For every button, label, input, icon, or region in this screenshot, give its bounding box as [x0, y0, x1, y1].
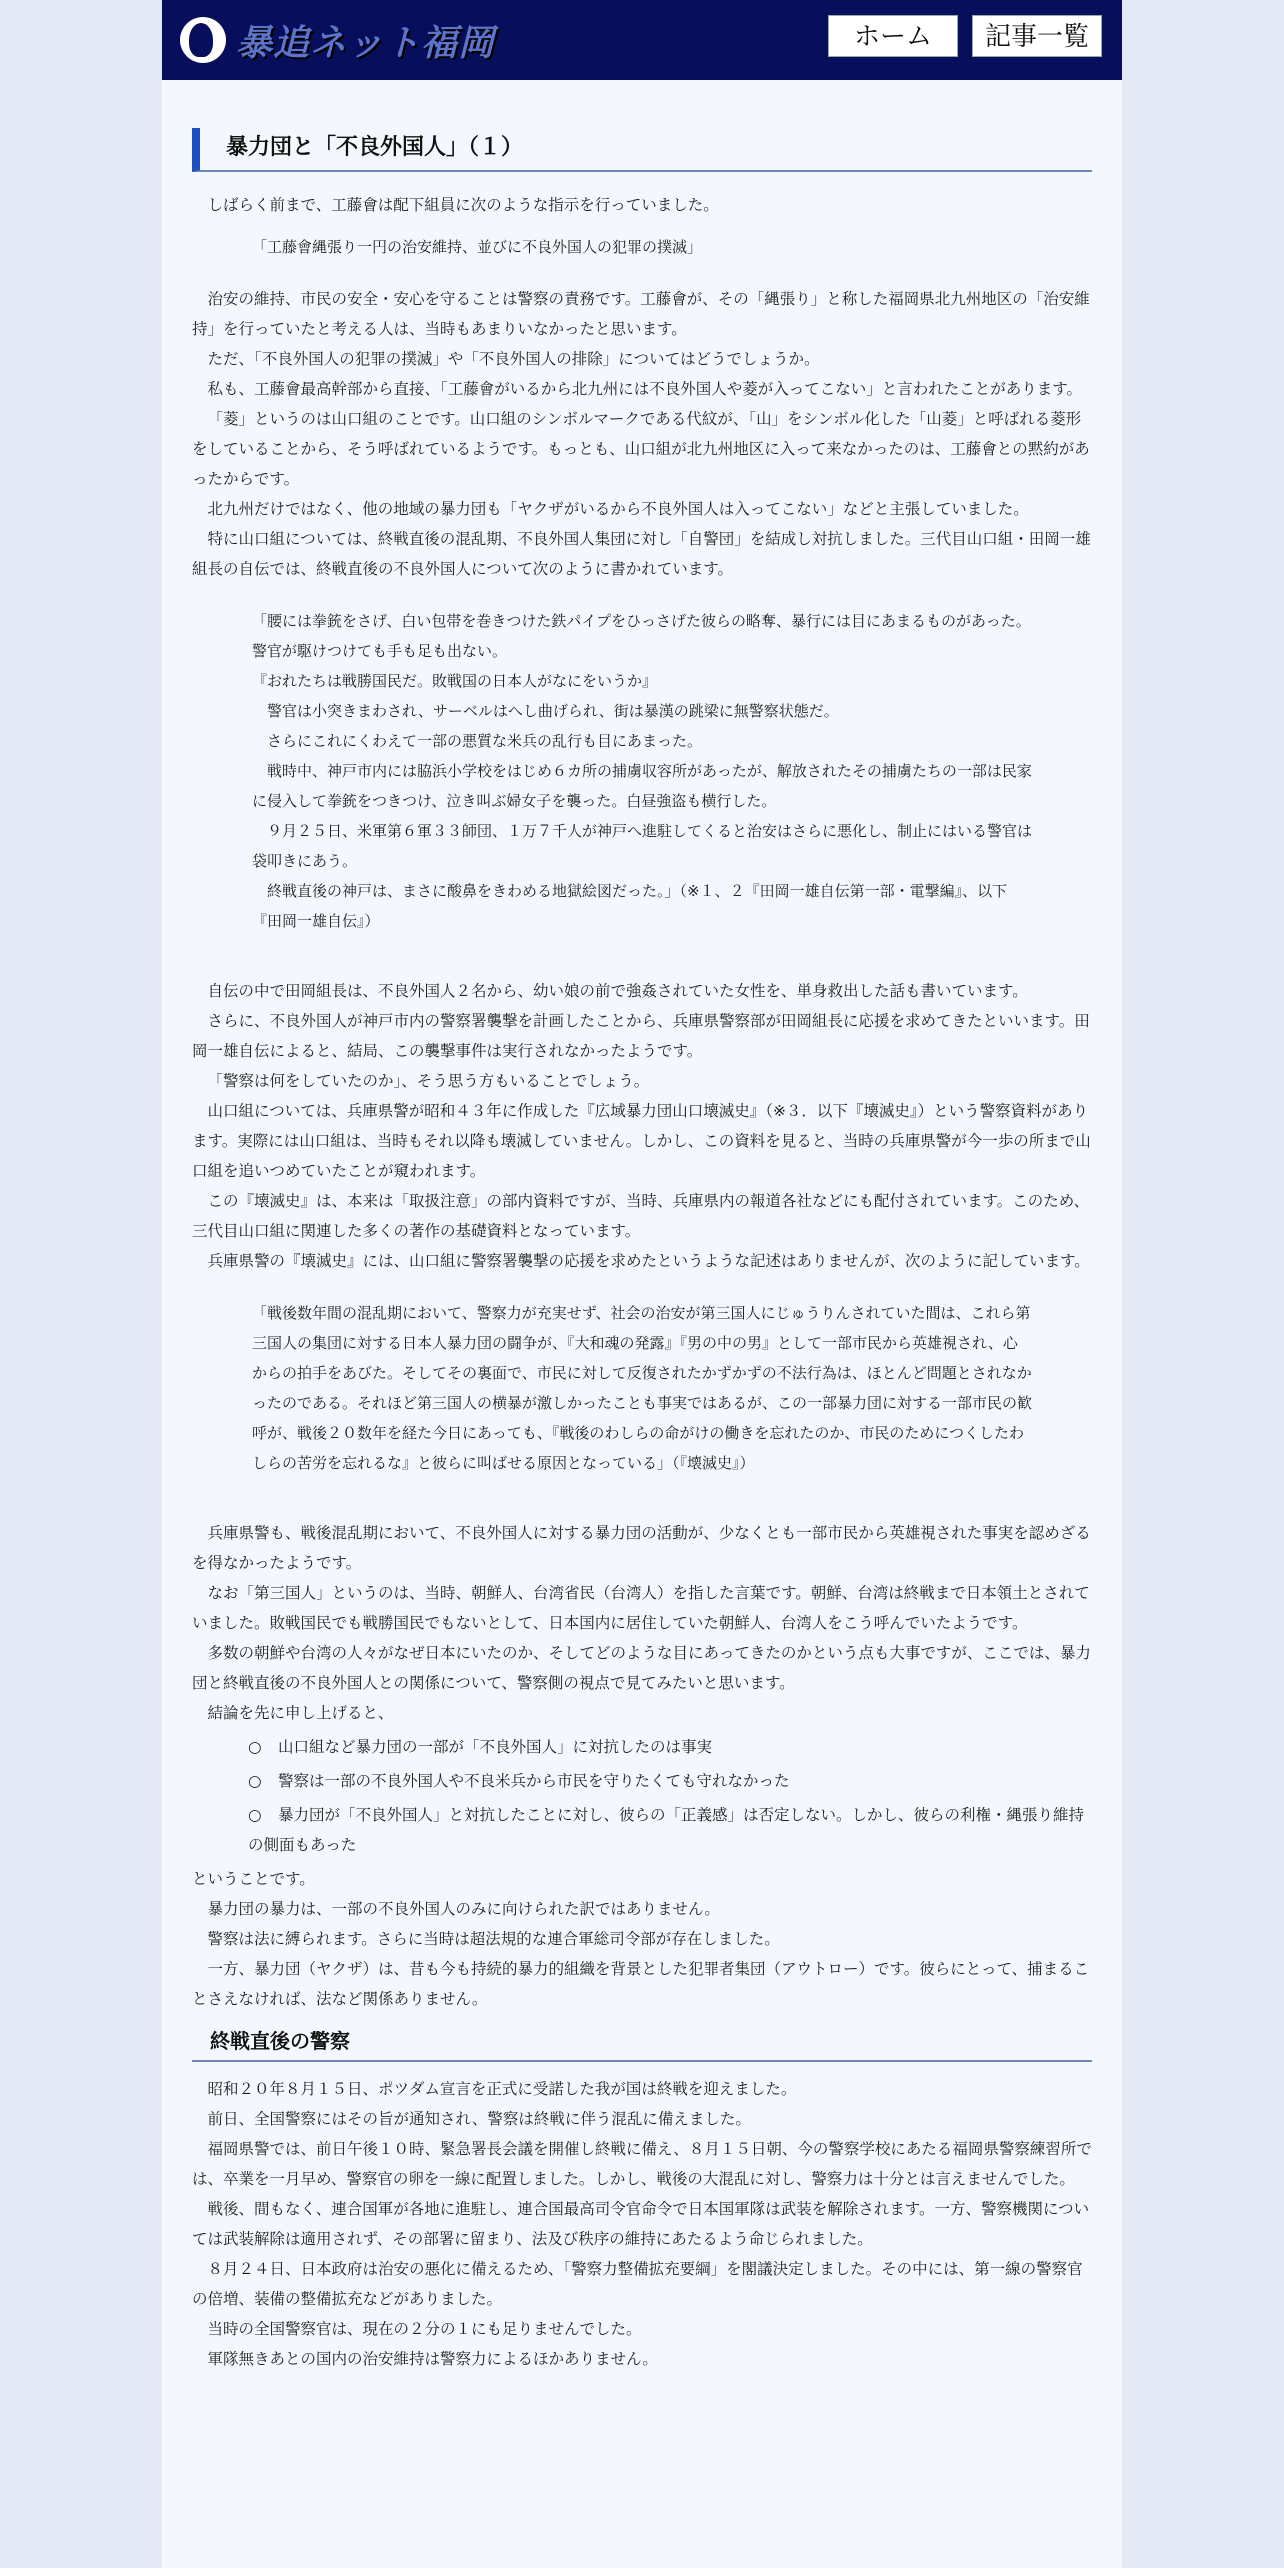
circle-bullet-icon: ○ — [248, 1738, 262, 1756]
paragraph: 自伝の中で田岡組長は、不良外国人２名から、幼い娘の前で強姦されていた女性を、単身救出した話も書いています。 — [207, 982, 1028, 1000]
paragraph: しばらく前まで、工藤會は配下組員に次のような指示を行っていました。 — [207, 196, 719, 214]
paragraph: 「警察は何をしていたのか」、そう思う方もいることでしょう。 — [207, 1072, 650, 1090]
circle-bullet-icon: ○ — [248, 1772, 262, 1790]
paragraph: 山口組については、兵庫県警が昭和４３年に作成した『広域暴力団山口壊滅史』（※３．以下『壊滅史』）という警察資料があります。実際には山口組は、当時もそれ以降も壊滅していません。しかし、この資料を見ると、当時の兵庫県警が今一歩の所まで山口組を追いつめていたことが窺われます。 — [192, 1102, 1091, 1180]
paragraph: 兵庫県警の『壊滅史』には、山口組に警察署襲撃の応援を求めたというような記述はありませんが、次のように記しています。 — [207, 1252, 1090, 1270]
quote-line: さらにこれにくわえて一部の悪質な米兵の乱行も目にあまった。 — [267, 732, 703, 750]
quote-line: ９月２５日、米軍第６軍３３師団、１万７千人が神戸へ進駐してくると治安はさらに悪化し、制止にはいる警官は袋叩きにあう。 — [252, 822, 1033, 870]
paragraph: 「菱」というのは山口組のことです。山口組のシンボルマークである代紋が、「山」をシンボル化した「山菱」と呼ばれる菱形をしていることから、そう呼ばれているようです。もっとも、山口組が北九州地区に入って来なかったのは、工藤會との黙約があったからです。 — [192, 410, 1090, 488]
paragraph: 私も、工藤會最高幹部から直接、「工藤會がいるから北九州には不良外国人や菱が入ってこない」と言われたことがあります。 — [207, 380, 1083, 398]
paragraph: 兵庫県警も、戦後混乱期において、不良外国人に対する暴力団の活動が、少なくとも一部市民から英雄視された事実を認めざるを得なかったようです。 — [192, 1524, 1091, 1572]
quote-line: 戦時中、神戸市内には脇浜小学校をはじめ６カ所の捕虜収容所があったが、解放されたその捕虜たちの一部は民家に侵入して拳銃をつきつけ、泣き叫ぶ婦女子を襲った。白昼強盗も横行した。 — [252, 762, 1032, 810]
list-item: ○ 暴力団が「不良外国人」と対抗したことに対し、彼らの「正義感」は否定しない。しかし、彼らの利権・縄張り維持の側面もあった — [248, 1800, 1092, 1860]
paragraph: さらに、不良外国人が神戸市内の警察署襲撃を計画したことから、兵庫県警察部が田岡組長に応援を求めてきたといいます。田岡一雄自伝によると、結局、この襲撃事件は実行されなかったようです。 — [192, 1012, 1090, 1060]
site-header — [162, 0, 1122, 80]
nav-home-button[interactable]: ホーム — [828, 15, 958, 57]
paragraph: 警察は法に縛られます。さらに当時は超法規的な連合軍総司令部が存在しました。 — [207, 1930, 780, 1948]
quote-line: 終戦直後の神戸は、まさに酸鼻をきわめる地獄絵図だった。」（※１、２『田岡一雄自伝第一部・電撃編』、以下『田岡一雄自伝』） — [252, 882, 1008, 930]
quote-line: 『おれたちは戦勝国民だ。敗戦国の日本人がなにをいうか』 — [252, 672, 658, 690]
conclusion-list — [192, 1732, 1092, 1860]
paragraph: 前日、全国警察にはその旨が通知され、警察は終戦に伴う混乱に備えました。 — [207, 2110, 751, 2128]
circle-bullet-icon: ○ — [248, 1806, 262, 1824]
paragraph: 治安の維持、市民の安全・安心を守ることは警察の責務です。工藤會が、その「縄張り」と称した福岡県北九州地区の「治安維持」を行っていたと考える人は、当時もあまりいなかったと思います。 — [192, 290, 1090, 338]
nav-articles-button[interactable]: 記事一覧 — [972, 15, 1102, 57]
quote-line: 「腰には拳銃をさげ、白い包帯を巻きつけた鉄パイプをひっさげた彼らの略奪、暴行には目にあまるものがあった。警官が駆けつけても手も足も出ない。 — [252, 612, 1031, 660]
site-logo[interactable] — [180, 10, 495, 70]
police-history-quote — [192, 1298, 1032, 1478]
paragraph: 暴力団の暴力は、一部の不良外国人のみに向けられた訳ではありません。 — [207, 1900, 720, 1918]
autobiography-quote — [192, 606, 1032, 936]
paragraph: ということです。 — [192, 1870, 315, 1888]
list-item: ○ 警察は一部の不良外国人や不良米兵から市民を守りたくても守れなかった — [248, 1766, 1092, 1796]
paragraph: 結論を先に申し上げると、 — [207, 1704, 394, 1722]
paragraph: 特に山口組については、終戦直後の混乱期、不良外国人集団に対し「自警団」を結成し対抗しました。三代目山口組・田岡一雄組長の自伝では、終戦直後の不良外国人について次のように書かれています。 — [192, 530, 1091, 578]
page — [162, 0, 1122, 2568]
directive-quote: 「工藤會縄張り一円の治安維持、並びに不良外国人の犯罪の撲滅」 — [252, 238, 703, 256]
paragraph: 昭和２０年８月１５日、ポツダム宣言を正式に受諾した我が国は終戦を迎えました。 — [207, 2080, 797, 2098]
section-heading: 終戦直後の警察 — [192, 2026, 1092, 2062]
quote-line: 警官は小突きまわされ、サーベルはへし曲げられ、街は暴漢の跳梁に無警察状態だ。 — [267, 702, 839, 720]
paragraph: ８月２４日、日本政府は治安の悪化に備えるため、「警察力整備拡充要綱」を閣議決定しました。その中には、第一線の警察官の倍増、装備の整備拡充などがありました。 — [192, 2260, 1083, 2308]
logo-mark-icon — [180, 17, 226, 63]
paragraph: 当時の全国警察官は、現在の２分の１にも足りませんでした。 — [207, 2320, 642, 2338]
paragraph: 北九州だけではなく、他の地域の暴力団も「ヤクザがいるから不良外国人は入ってこない」などと主張していました。 — [207, 500, 1029, 518]
paragraph: なお「第三国人」というのは、当時、朝鮮人、台湾省民（台湾人）を指した言葉です。朝鮮、台湾は終戦まで日本領土とされていました。敗戦国民でも戦勝国民でもないとして、日本国内に居住していた朝鮮人、台湾人をこう呼んでいたようです。 — [192, 1584, 1090, 1632]
list-item: ○ 山口組など暴力団の一部が「不良外国人」に対抗したのは事実 — [248, 1732, 1092, 1762]
paragraph: ただ、「不良外国人の犯罪の撲滅」や「不良外国人の排除」についてはどうでしょうか。 — [207, 350, 820, 368]
paragraph: 戦後、間もなく、連合国軍が各地に進駐し、連合国最高司令官命令で日本国軍隊は武装を解除されます。一方、警察機関については武装解除は適用されず、その部署に留まり、法及び秩序の維持にあたるよう命じられました。 — [192, 2200, 1090, 2248]
paragraph: この『壊滅史』は、本来は「取扱注意」の部内資料ですが、当時、兵庫県内の報道各社などにも配付されています。このため、三代目山口組に関連した多くの著作の基礎資料となっています。 — [192, 1192, 1090, 1240]
quote-text: 「戦後数年間の混乱期において、警察力が充実せず、社会の治安が第三国人にじゅうりんされていた間は、これら第三国人の集団に対する日本人暴力団の闘争が、『大和魂の発露』『男の中の男』として一部市民から英雄視され、心からの拍手をあびた。そしてその裏面で、市民に対して反復されたかずかずの不法行為は、ほとんど問題とされなかったのである。それほど第三国人の横暴が激しかったことも事実ではあるが、この一部暴力団に対する一部市民の歓呼が、戦後２０数年を経た今日にあっても、『戦後のわしらの命がけの働きを忘れたのか、市民のためにつくしたわしらの苦労を忘れるな』と彼らに叫ばせる原因となっている」（『壊滅史』） — [252, 1304, 1033, 1472]
paragraph: 福岡県警では、前日午後１０時、緊急署長会議を開催し終戦に備え、８月１５日朝、今の警察学校にあたる福岡県警察練習所では、卒業を一月早め、警察官の卵を一線に配置しました。しかし、戦後の大混乱に対し、警察力は十分とは言えませんでした。 — [192, 2140, 1092, 2188]
article-title: 暴力団と「不良外国人」（１） — [192, 128, 1092, 172]
paragraph: 一方、暴力団（ヤクザ）は、昔も今も持続的暴力的組織を背景とした犯罪者集団（アウトロー）です。彼らにとって、捕まることさえなければ、法など関係ありません。 — [192, 1960, 1090, 2008]
article-body — [192, 128, 1092, 2374]
paragraph: 多数の朝鮮や台湾の人々がなぜ日本にいたのか、そしてどのような目にあってきたのかという点も大事ですが、ここでは、暴力団と終戦直後の不良外国人との関係について、警察側の視点で見てみたいと思います。 — [192, 1644, 1091, 1692]
logo-text: 暴追ネット福岡 — [236, 22, 496, 64]
paragraph: 軍隊無きあとの国内の治安維持は警察力によるほかありません。 — [207, 2350, 658, 2368]
header-nav — [828, 15, 1102, 57]
